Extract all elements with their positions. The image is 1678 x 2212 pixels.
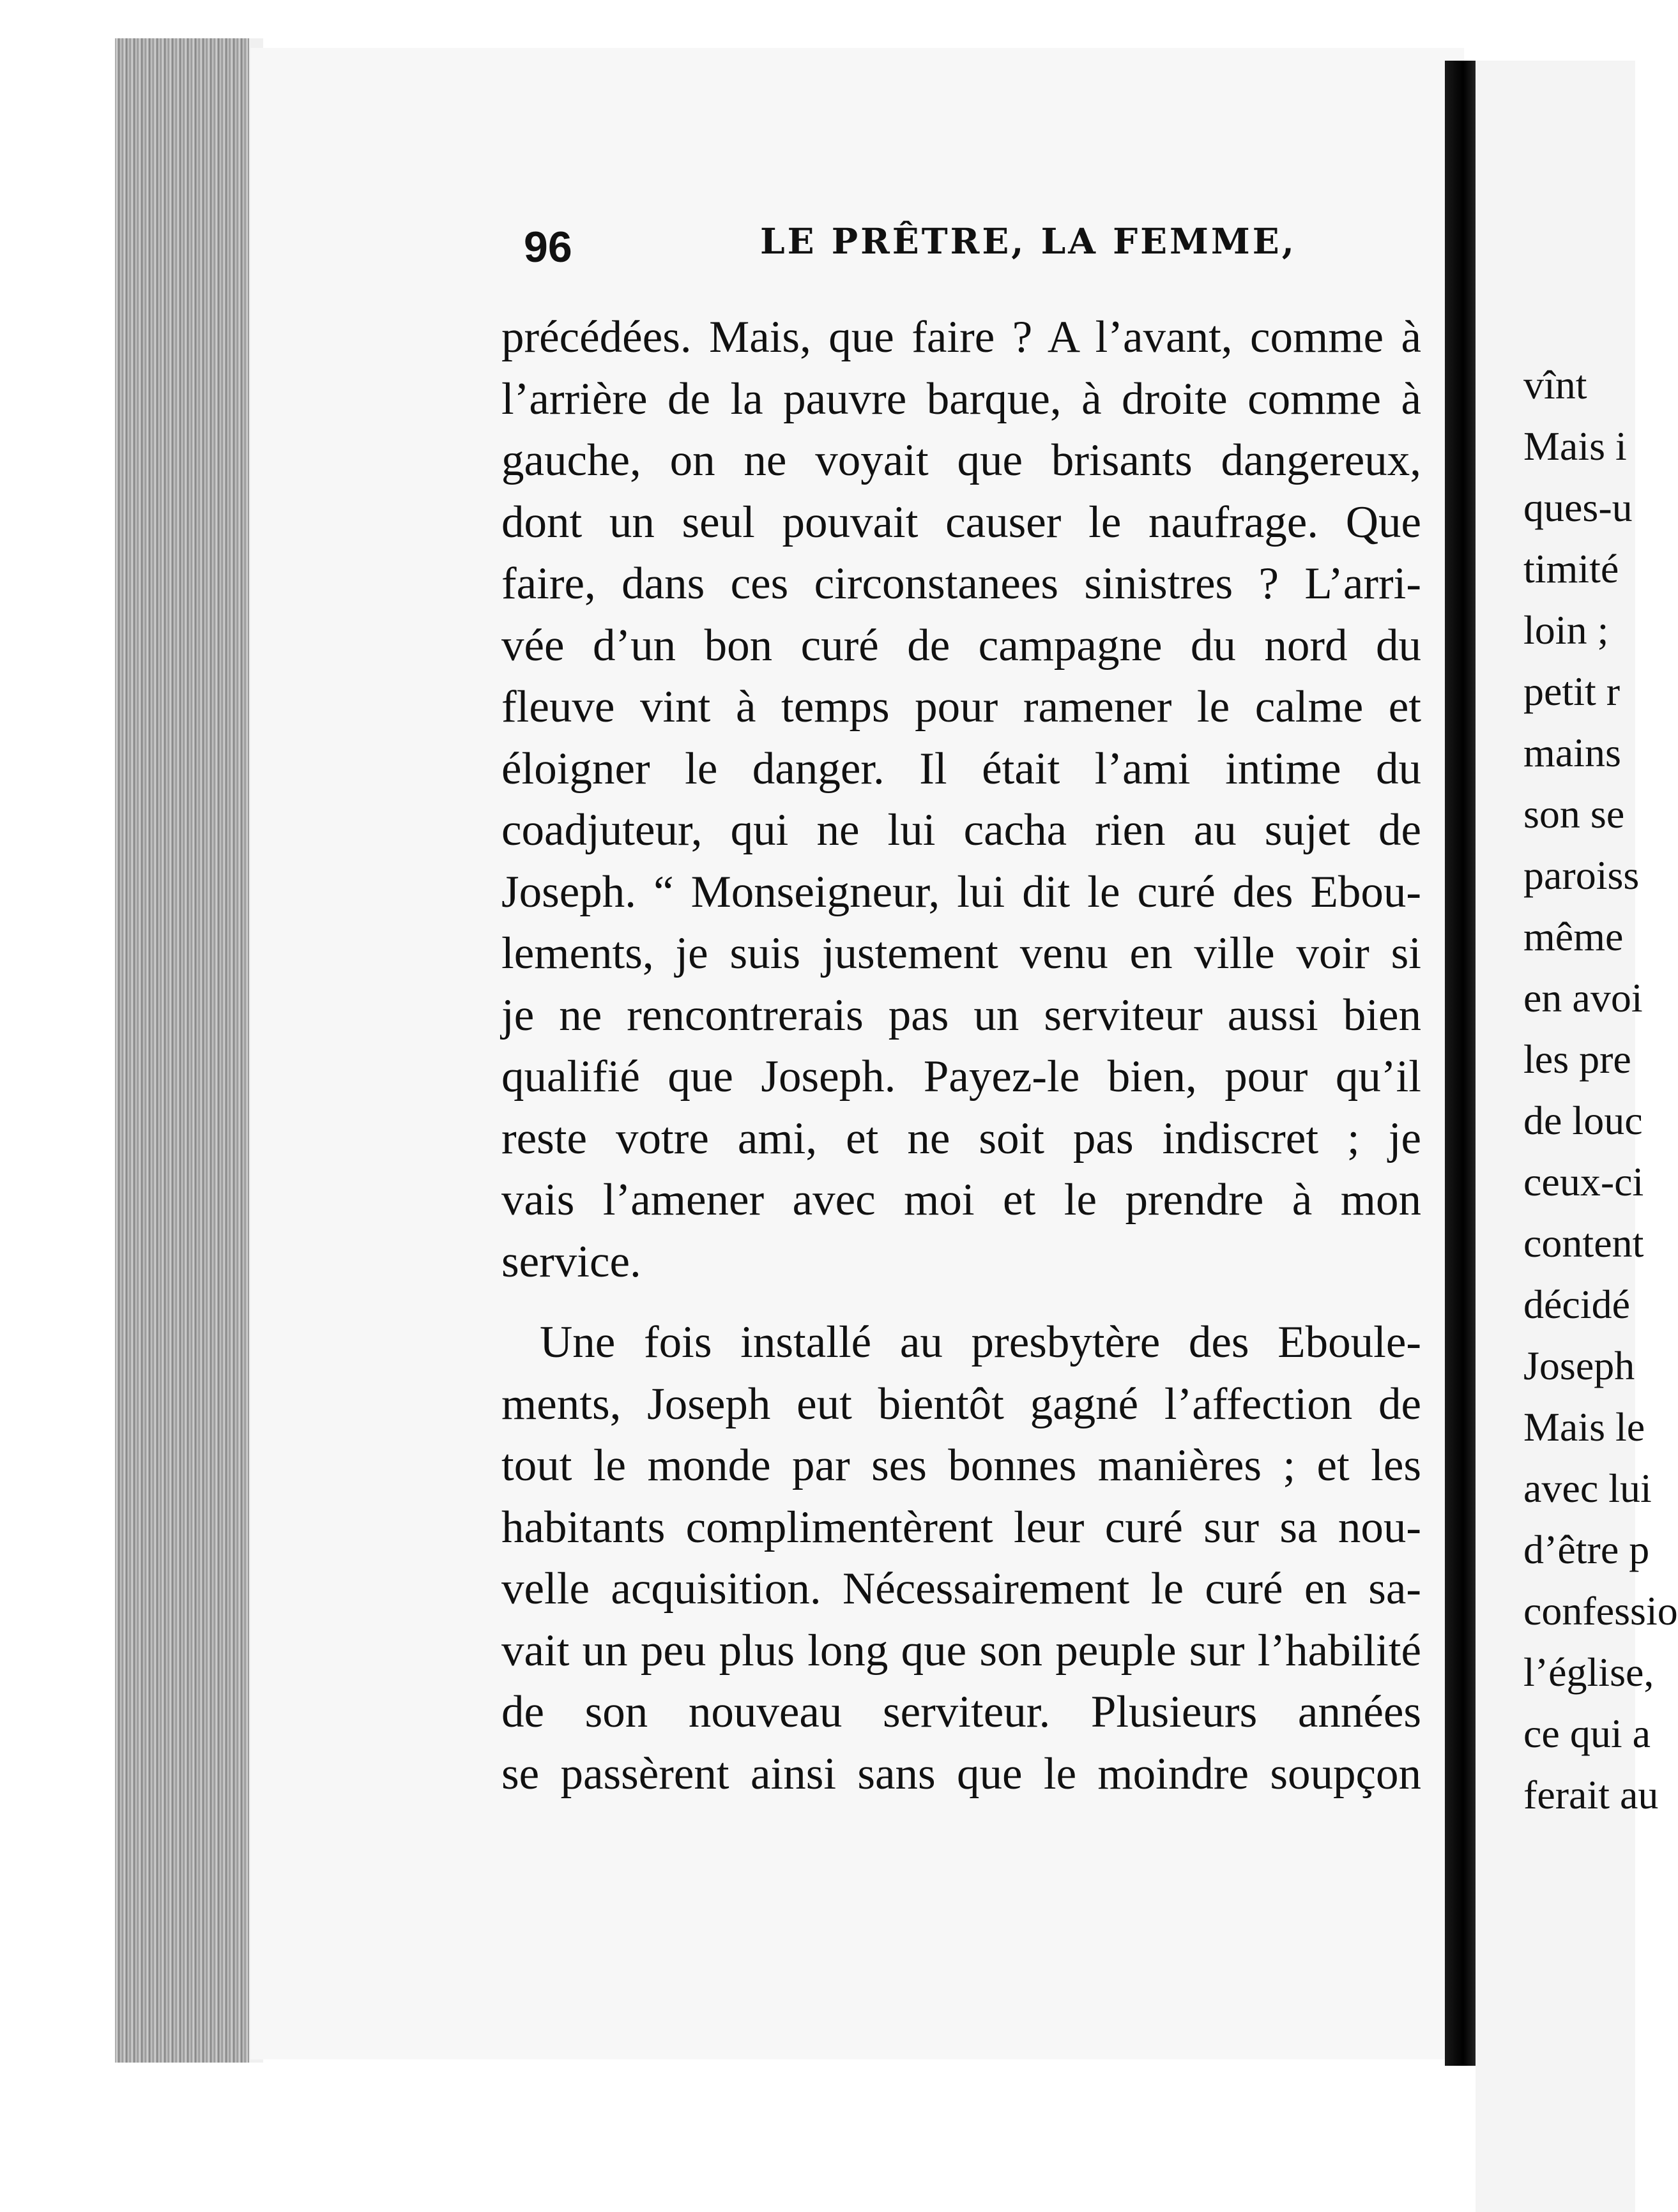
facing-line: même [1523,914,1624,959]
text-line: qualifié que Joseph. Payez-le bien, pour qu’il [501,1052,1421,1102]
text-line: tout le monde par ses bonnes manières ; et les [501,1441,1421,1490]
text-line: précédées. Mais, que faire ? A l’avant, comme à [501,312,1421,362]
text-line: Une fois installé au presbytère des Eboule- [540,1317,1421,1367]
facing-line: d’être p [1523,1527,1650,1572]
text-line: Joseph. “ Monseigneur, lui dit le curé des Ebou- [501,867,1421,917]
text-line: coadjuteur, qui ne lui cacha rien au sujet de [501,805,1421,855]
facing-page-text [1523,354,1678,1826]
text-line: je ne rencontrerais pas un serviteur aussi bien [501,990,1421,1040]
paragraph-2 [501,1312,1421,1805]
page-edges [115,38,249,2063]
page-number: 96 [524,223,572,271]
text-line: l’arrière de la pauvre barque, à droite comme à [501,374,1421,424]
facing-line: Mais le [1523,1404,1645,1450]
paragraph-gap [501,1292,1421,1312]
facing-line: ferait au [1523,1772,1659,1817]
facing-line: les pre [1523,1036,1631,1082]
facing-line: Joseph [1523,1343,1635,1388]
facing-line: de louc [1523,1098,1643,1143]
paragraph-1 [501,307,1421,1292]
facing-line: son se [1523,791,1625,837]
text-line: fleuve vint à temps pour ramener le calme et [501,682,1421,732]
text-line: vait un peu plus long que son peuple sur l’habilité [501,1625,1421,1676]
text-line: se passèrent ainsi sans que le moindre soupçon [501,1748,1421,1799]
text-line: lements, je suis justement venu en ville voir si [501,928,1421,978]
text-line: ments, Joseph eut bientôt gagné l’affection de [501,1379,1421,1429]
facing-line: décidé [1523,1282,1630,1327]
facing-line: timité [1523,546,1619,591]
book-spine [1445,61,1476,2066]
text-line: vais l’amener avec moi et le prendre à mon [501,1175,1421,1225]
text-line: vée d’un bon curé de campagne du nord du [501,620,1421,670]
facing-line: content [1523,1220,1644,1266]
facing-line: petit r [1523,669,1621,714]
text-line: de son nouveau serviteur. Plusieurs années [501,1687,1421,1737]
text-line: dont un seul pouvait causer le naufrage. Que [501,497,1421,547]
text-line: velle acquisition. Nécessairement le curé en sa- [501,1564,1421,1614]
facing-line: l’église, [1523,1649,1654,1695]
facing-line: mains [1523,730,1621,775]
body-text [501,307,1421,1805]
running-head: LE PRÊTRE, LA FEMME, [760,220,1297,262]
facing-line: vînt [1523,362,1587,407]
facing-line: ceux-ci [1523,1159,1644,1204]
facing-line: ques-u [1523,485,1633,530]
facing-line: loin ; [1523,607,1609,653]
facing-line: confessio [1523,1588,1678,1633]
text-line: service. [501,1236,641,1287]
text-line: habitants complimentèrent leur curé sur sa nou- [501,1502,1421,1552]
text-line: gauche, on ne voyait que brisants dangereux, [501,436,1421,485]
facing-line: avec lui [1523,1466,1652,1511]
text-line: faire, dans ces circonstanees sinistres ? L’arri- [501,559,1421,609]
facing-line: ce qui a [1523,1711,1651,1756]
text-line: reste votre ami, et ne soit pas indiscret ; je [501,1113,1421,1163]
facing-line: Mais i [1523,423,1627,469]
text-line: éloigner le danger. Il était l’ami intime du [501,743,1421,794]
facing-line: paroiss [1523,852,1640,898]
facing-line: en avoi [1523,975,1643,1020]
